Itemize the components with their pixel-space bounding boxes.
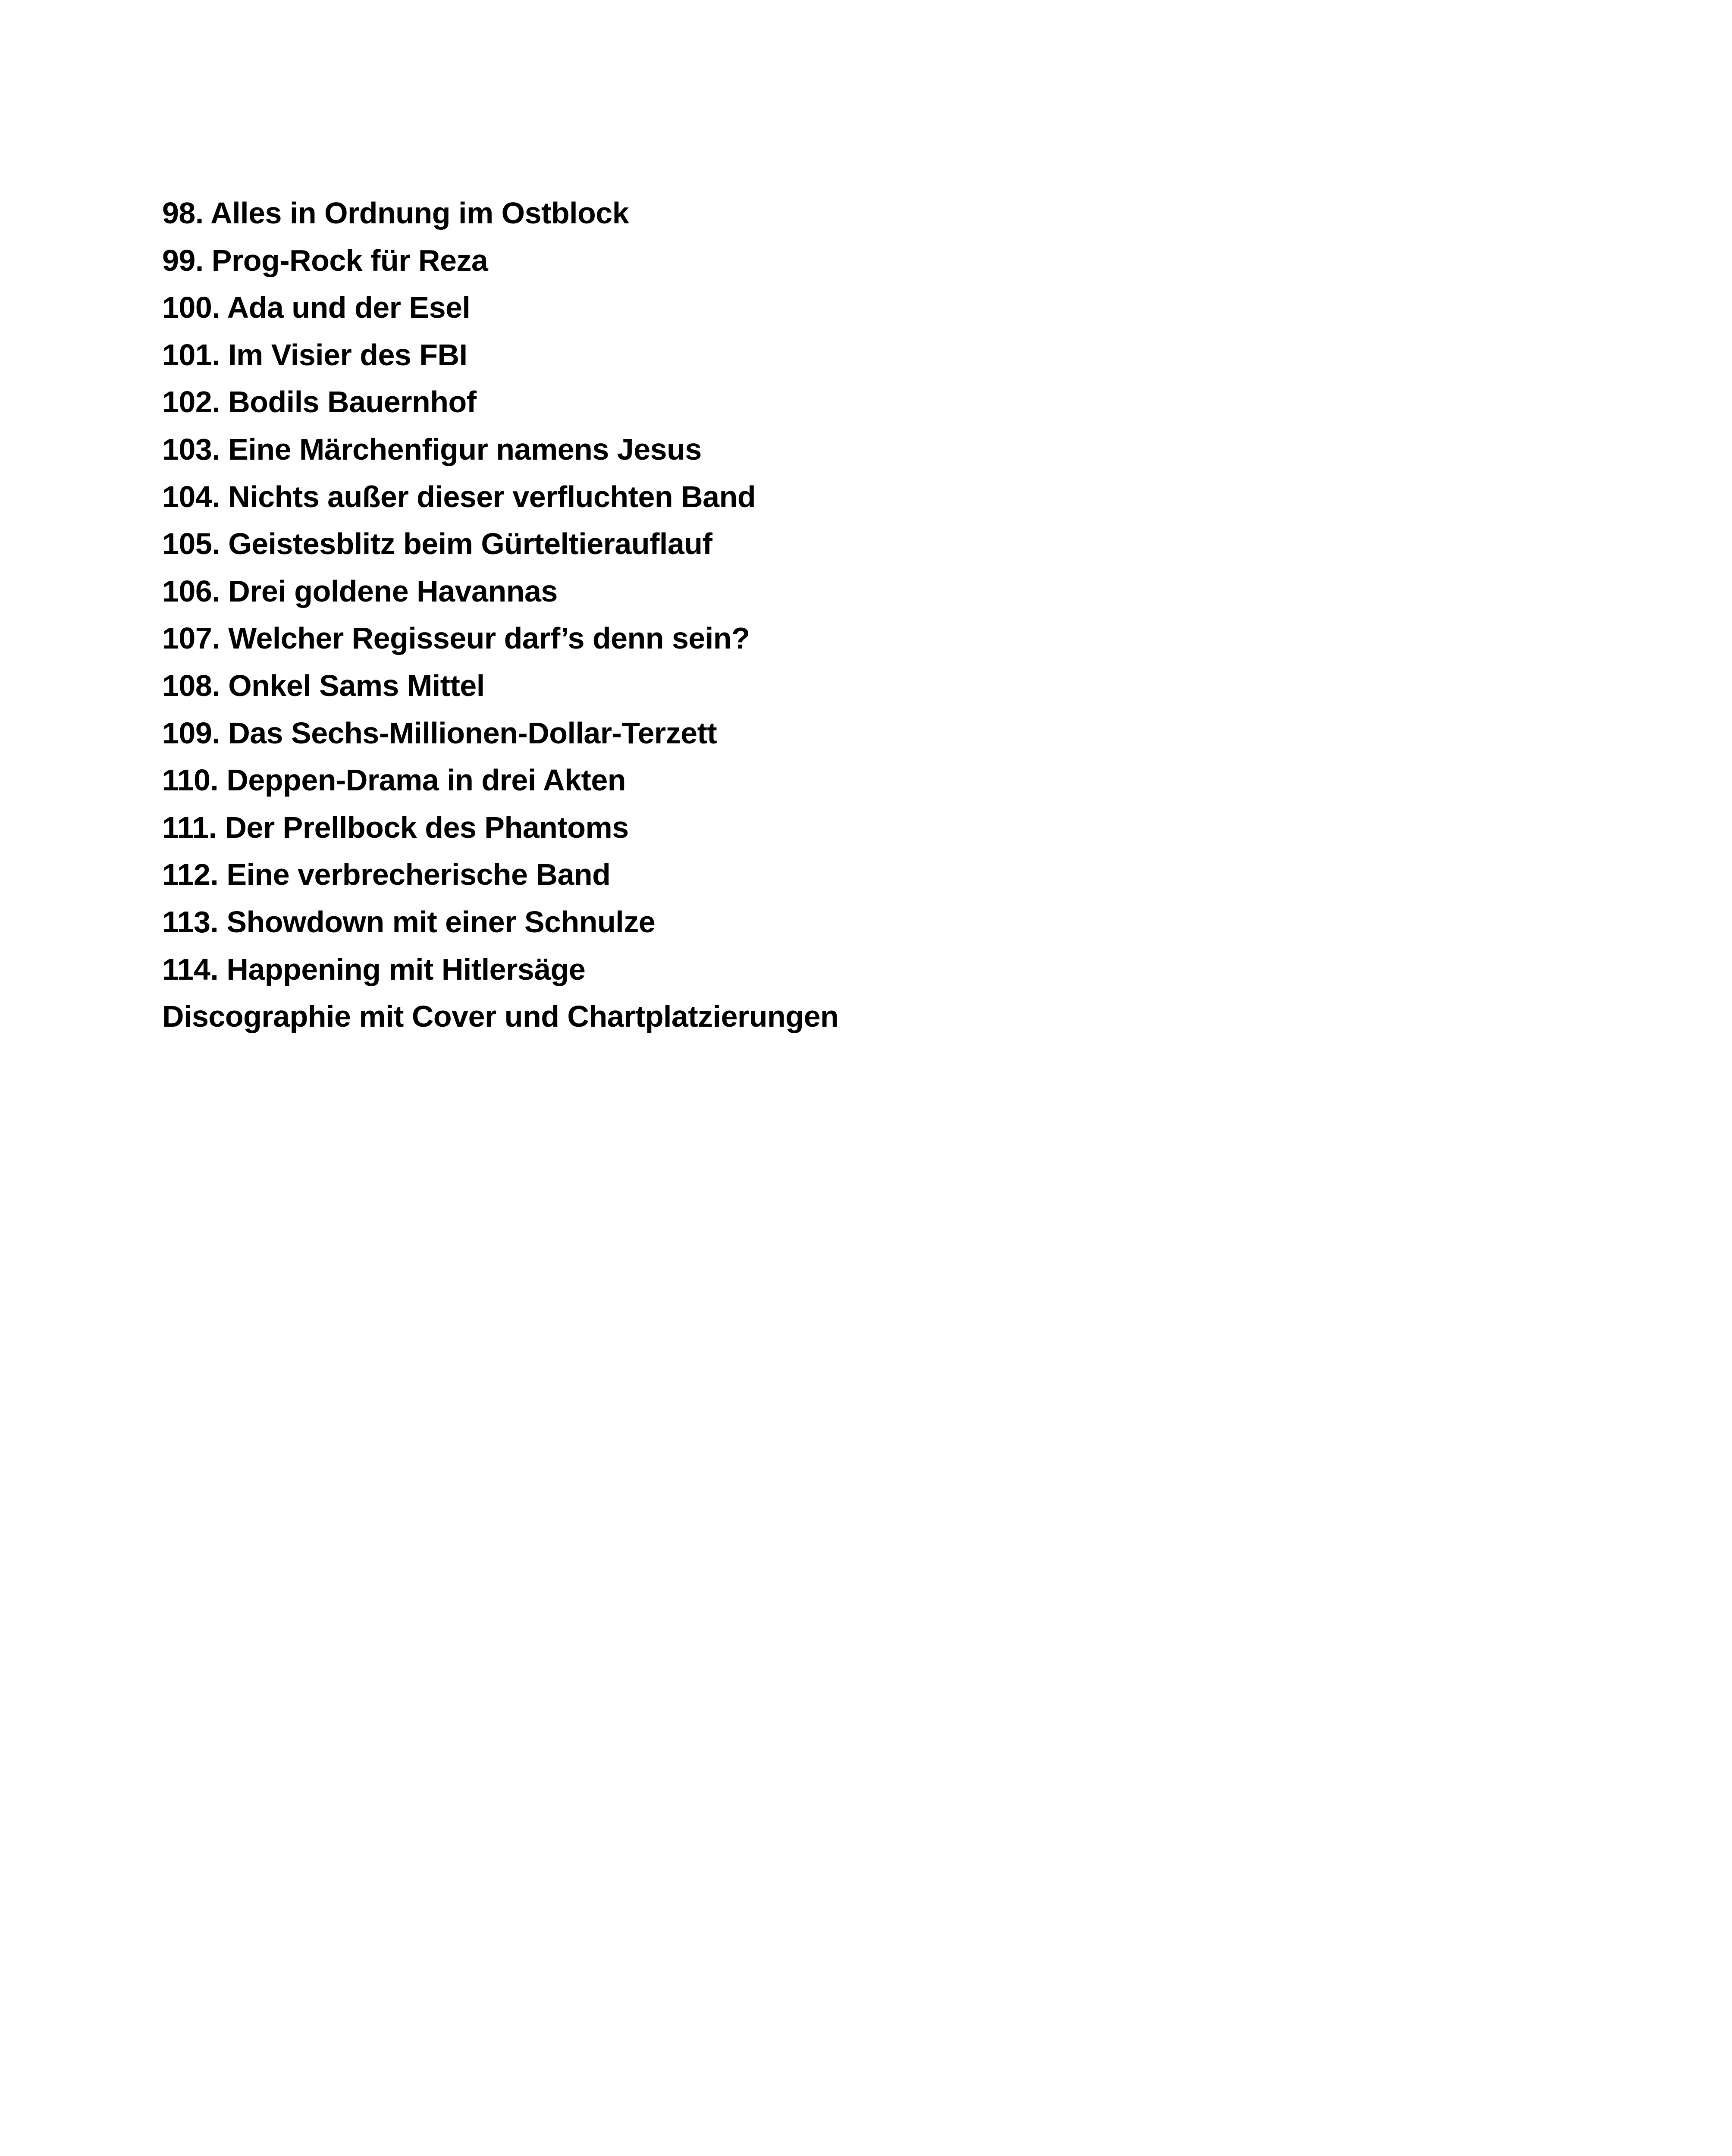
- toc-entry: 110. Deppen-Drama in drei Akten: [162, 763, 626, 797]
- toc-entry: 100. Ada und der Esel: [162, 291, 471, 325]
- toc-entry: 106. Drei goldene Havannas: [162, 574, 558, 608]
- toc-entry: 99. Prog-Rock für Reza: [162, 243, 488, 277]
- toc-entry: 103. Eine Märchenfigur namens Jesus: [162, 432, 702, 466]
- toc-entry: 101. Im Visier des FBI: [162, 338, 468, 372]
- toc-entry: 112. Eine verbrecherische Band: [162, 858, 611, 892]
- toc-entry: 98. Alles in Ordnung im Ostblock: [162, 196, 629, 230]
- toc-entry: 109. Das Sechs-Millionen-Dollar-Terzett: [162, 716, 717, 750]
- toc-entry: 113. Showdown mit einer Schnulze: [162, 905, 656, 939]
- toc-entry: 108. Onkel Sams Mittel: [162, 668, 485, 702]
- toc-entry: 107. Welcher Regisseur darf’s denn sein?: [162, 621, 750, 655]
- toc-entry: 102. Bodils Bauernhof: [162, 385, 477, 419]
- toc-entry: Discographie mit Cover und Chartplatzierungen: [162, 1000, 839, 1034]
- toc-entry: 111. Der Prellbock des Phantoms: [162, 810, 629, 844]
- toc-entry: 114. Happening mit Hitlersäge: [162, 952, 586, 986]
- toc-entry: 104. Nichts außer dieser verfluchten Band: [162, 479, 756, 514]
- table-of-contents: [162, 190, 838, 1040]
- toc-entry: 105. Geistesblitz beim Gürteltierauflauf: [162, 527, 712, 561]
